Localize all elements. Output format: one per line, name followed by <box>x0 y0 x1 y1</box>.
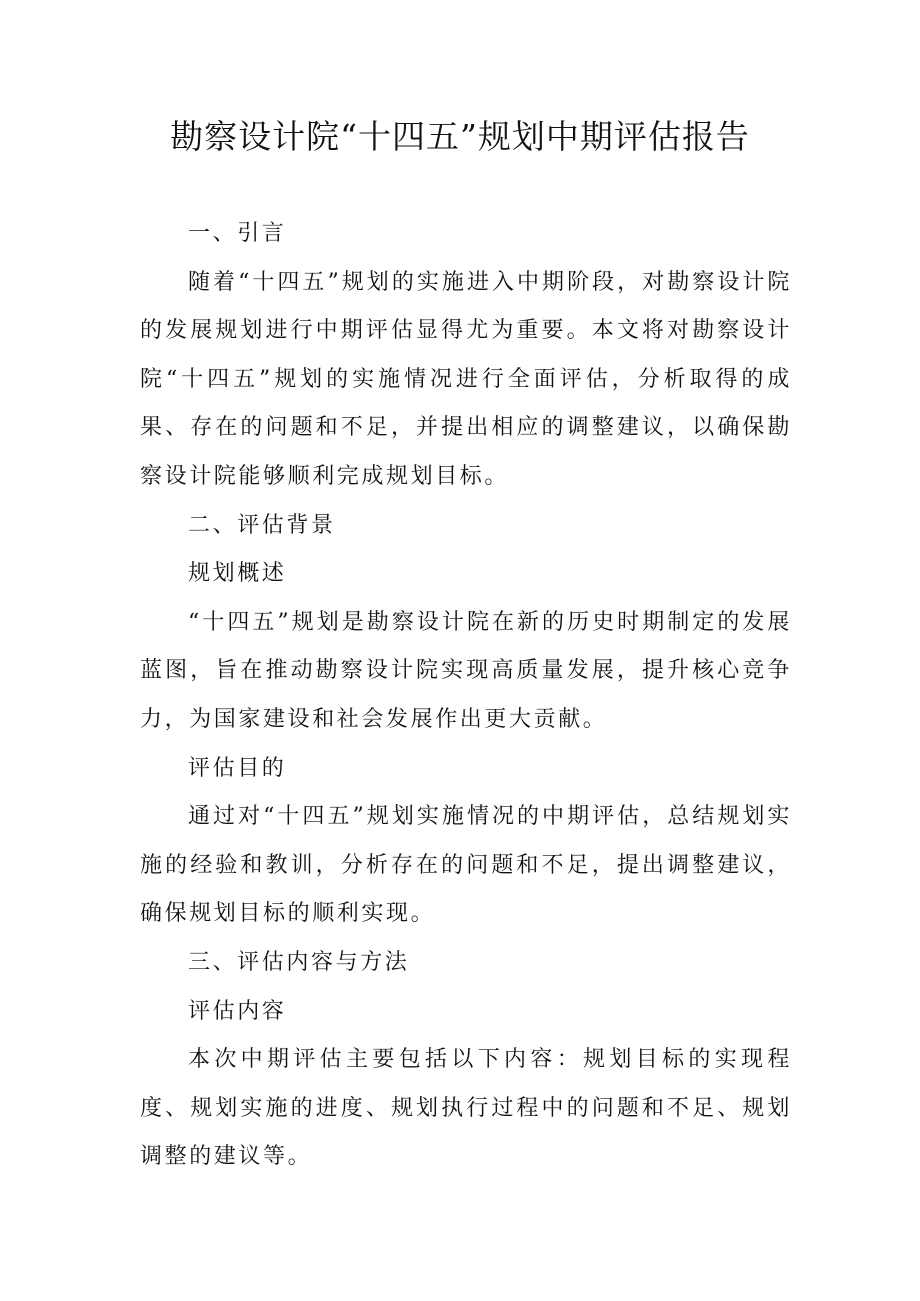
paragraph-evaluation-purpose: 通过对“十四五”规划实施情况的中期评估，总结规划实施的经验和教训，分析存在的问题和不足，提出调整建议，确保规划目标的顺利实现。 <box>140 804 792 927</box>
subheading-plan-overview: 规划概述 <box>188 561 287 587</box>
subheading-evaluation-purpose: 评估目的 <box>188 755 287 781</box>
subheading-evaluation-content: 评估内容 <box>188 998 287 1024</box>
paragraph-introduction: 随着“十四五”规划的实施进入中期阶段，对勘察设计院的发展规划进行中期评估显得尤为重要。本文将对勘察设计院“十四五”规划的实施情况进行全面评估，分析取得的成果、存在的问题和不足，并提出相应的调整建议，以确保勘察设计院能够顺利完成规划目标。 <box>140 269 792 489</box>
document-title: 勘察设计院“十四五”规划中期评估报告 <box>170 117 750 156</box>
section-heading-background: 二、评估背景 <box>188 512 336 538</box>
section-heading-introduction: 一、引言 <box>188 221 287 246</box>
document-body <box>140 210 792 1182</box>
paragraph-evaluation-content: 本次中期评估主要包括以下内容：规划目标的实现程度、规划实施的进度、规划执行过程中的问题和不足、规划调整的建议等。 <box>140 1047 792 1170</box>
section-heading-content-method: 三、评估内容与方法 <box>188 949 410 975</box>
paragraph-plan-overview: “十四五”规划是勘察设计院在新的历史时期制定的发展蓝图，旨在推动勘察设计院实现高质量发展，提升核心竞争力，为国家建设和社会发展作出更大贡献。 <box>140 609 792 732</box>
